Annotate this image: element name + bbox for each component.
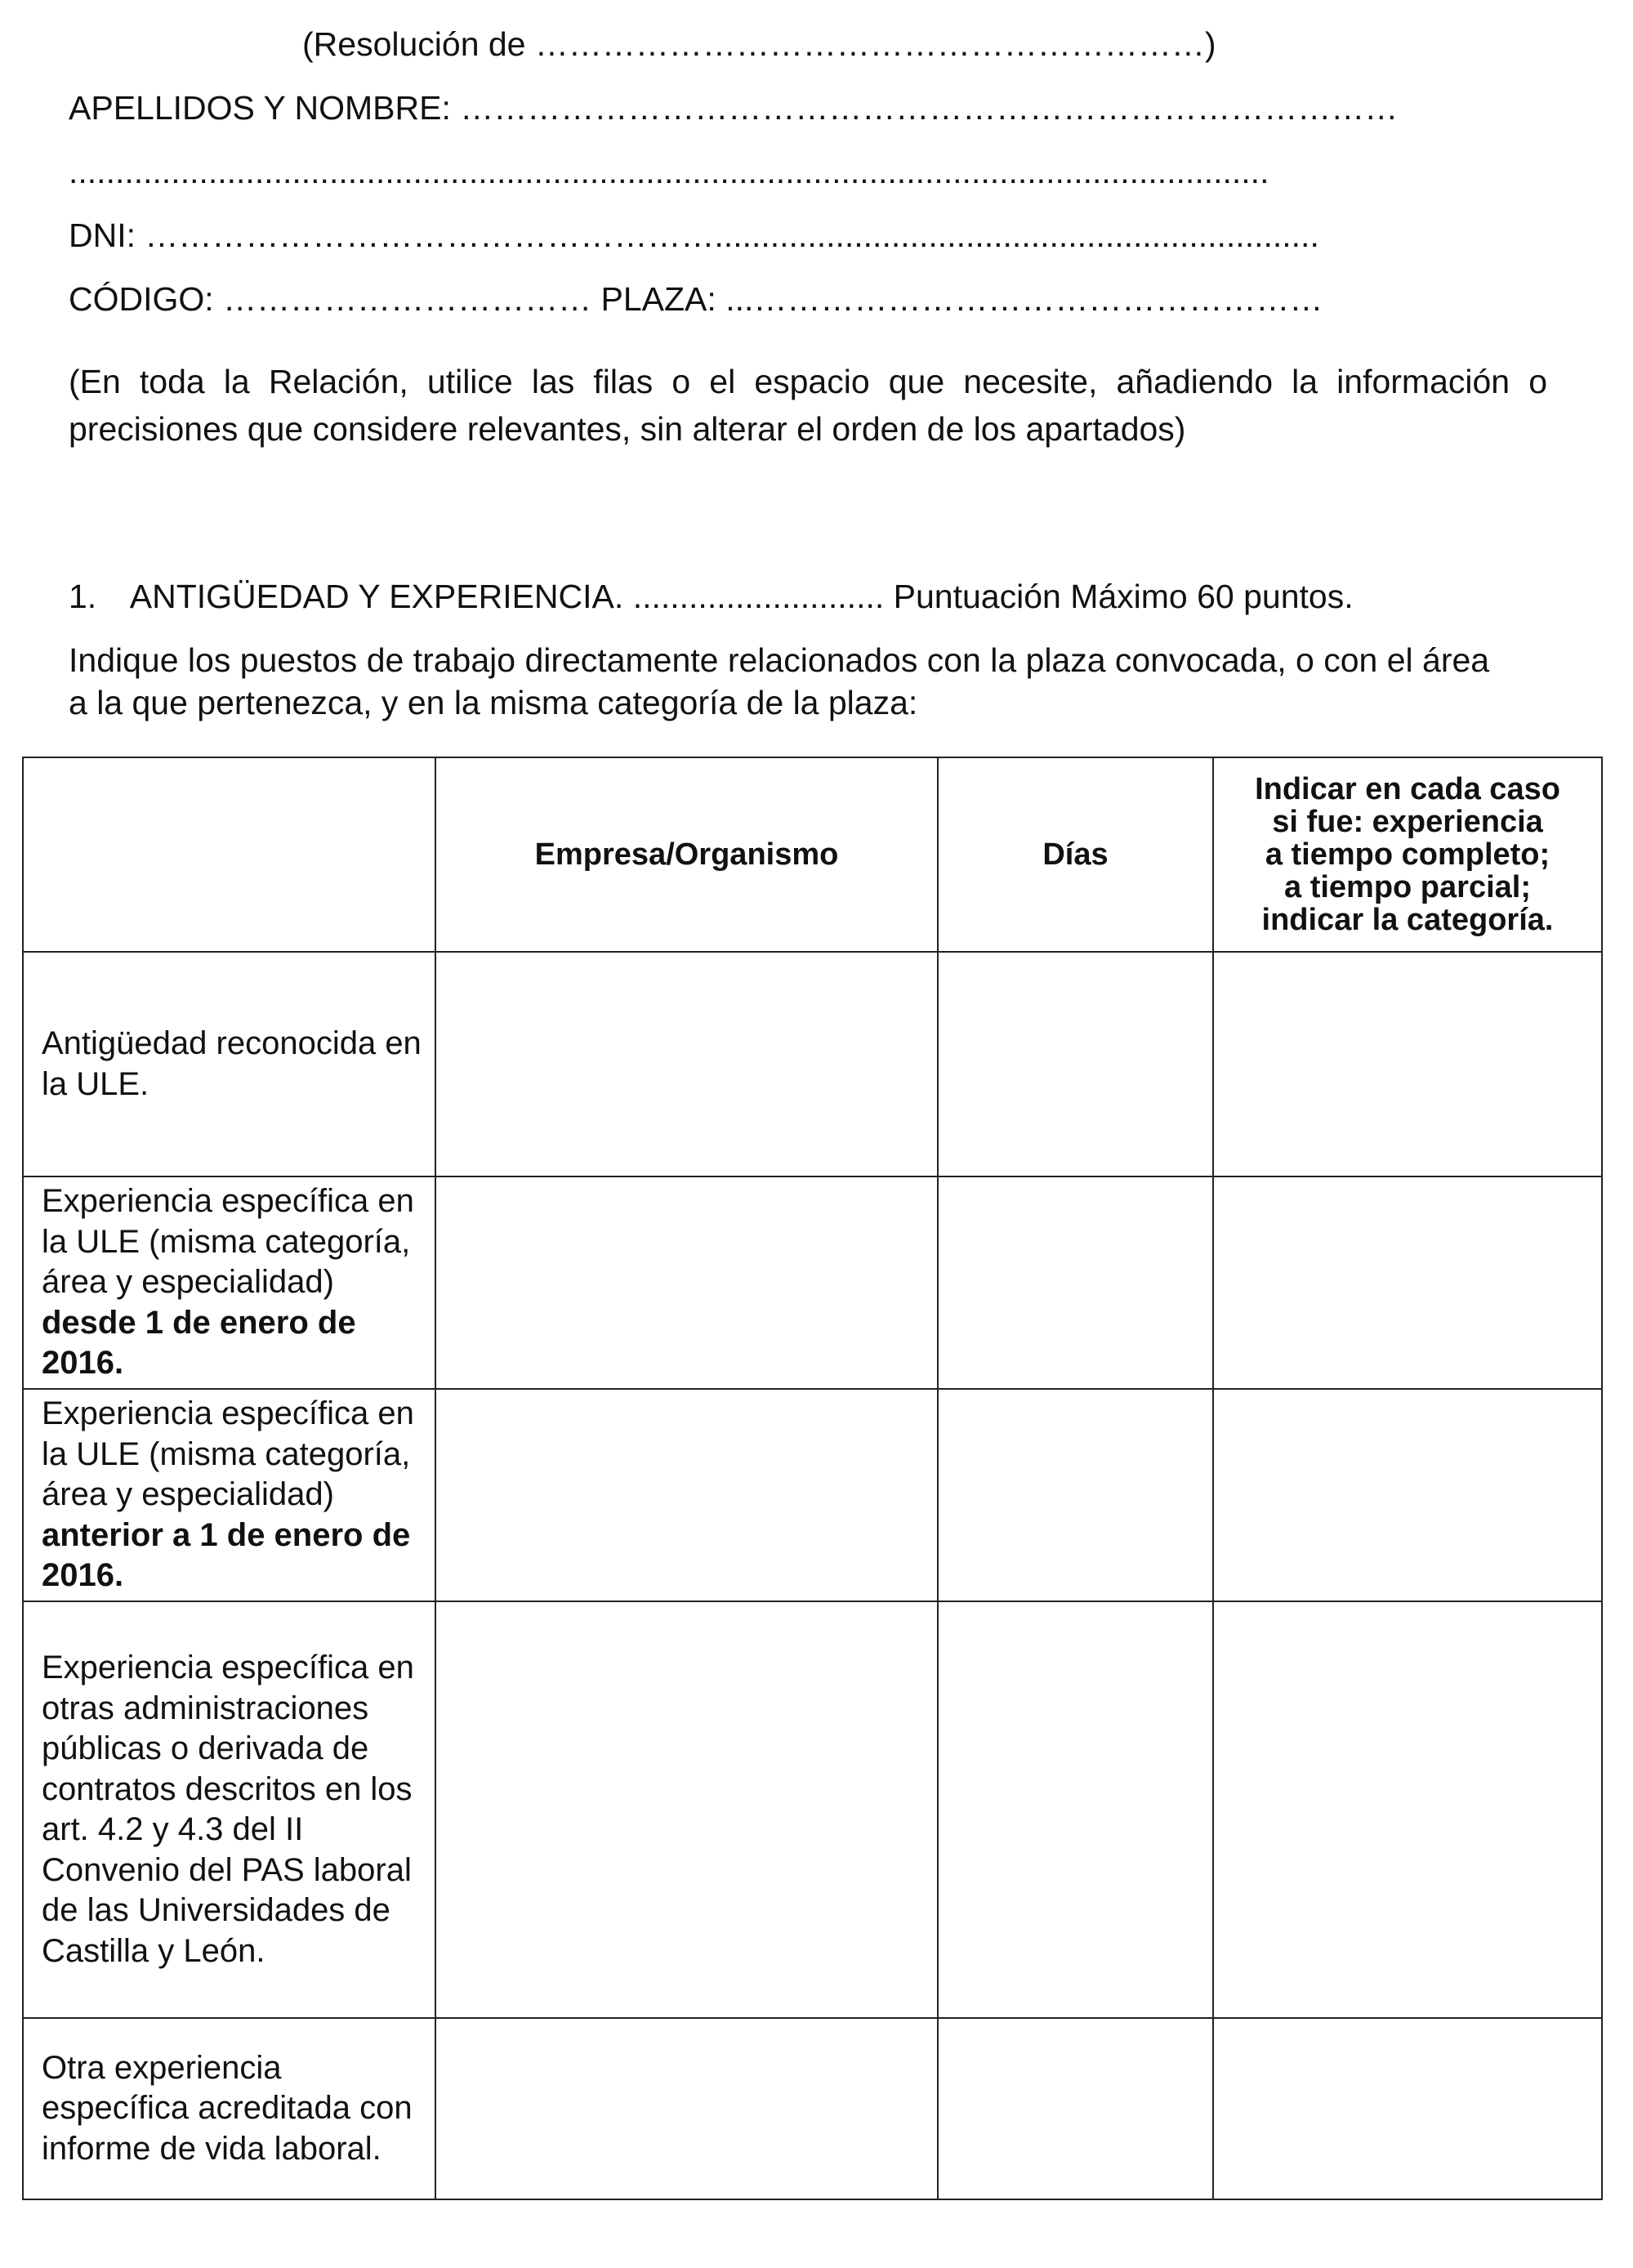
row-label-antiguedad: Antigüedad reconocida en la ULE. — [23, 952, 435, 1176]
cell-dias[interactable] — [938, 2018, 1213, 2199]
header-empresa: Empresa/Organismo — [435, 757, 938, 952]
section-heading — [69, 577, 1564, 616]
full-name-field[interactable] — [69, 88, 1531, 127]
header-dias: Días — [938, 757, 1213, 952]
dni-dots: ……………………………………………................................................................. — [145, 217, 1319, 254]
section-dots: ........................... — [632, 578, 885, 615]
cell-empresa[interactable] — [435, 1176, 938, 1389]
code-dots: …………………………… — [223, 280, 592, 318]
row-label-bold: anterior a 1 de enero de 2016. — [42, 1516, 411, 1594]
instructions-note: (En toda la Relación, utilice las filas o el espacio que necesite, añadiendo la información o precisiones que considere relevantes, sin alterar el orden de los apartados) — [69, 363, 1547, 448]
section-intro-line1: Indique los puestos de trabajo directamente relacionados con la plaza convocada, o con el área — [69, 641, 1490, 679]
continuation-dots: ................................................................................................................................. — [69, 153, 1269, 190]
row-label-otras-administraciones: Experiencia específica en otras administraciones públicas o derivada de contratos descritos en los art. 4.2 y 4.3 del II Convenio del PAS laboral de las Universidades de Castilla y León. — [23, 1601, 435, 2018]
cell-dias[interactable] — [938, 1176, 1213, 1389]
header-empty — [23, 757, 435, 952]
header-indicar — [1213, 757, 1602, 952]
row-label-bold: desde 1 de enero de 2016. — [42, 1304, 356, 1382]
section-number: 1. — [69, 578, 97, 615]
header-indicar-line2: si fue: experiencia — [1272, 805, 1543, 839]
experience-table — [22, 757, 1603, 2200]
plaza-label: PLAZA: — [600, 280, 716, 318]
cell-empresa[interactable] — [435, 1389, 938, 1601]
dni-label: DNI: — [69, 217, 136, 254]
cell-dias[interactable] — [938, 952, 1213, 1176]
section-intro-line2: a la que pertenezca, y en la misma categoría de la plaza: — [69, 684, 918, 721]
cell-indicar[interactable] — [1213, 1601, 1602, 2018]
table-row — [23, 1176, 1602, 1389]
cell-empresa[interactable] — [435, 1601, 938, 2018]
resolution-text: (Resolución de ……………………………………………………) — [302, 25, 1216, 63]
row-label-ule-desde-2016 — [23, 1176, 435, 1389]
table-row — [23, 2018, 1602, 2199]
cell-dias[interactable] — [938, 1389, 1213, 1601]
header-indicar-line1: Indicar en cada caso — [1255, 772, 1560, 806]
section-score: Puntuación Máximo 60 puntos. — [893, 578, 1354, 615]
table-row — [23, 1601, 1602, 2018]
full-name-label: APELLIDOS Y NOMBRE: — [69, 89, 451, 127]
row-label-text: Experiencia específica en la ULE (misma categoría, área y especialidad) — [42, 1395, 414, 1513]
cell-indicar[interactable] — [1213, 952, 1602, 1176]
row-label-text: Experiencia específica en la ULE (misma categoría, área y especialidad) — [42, 1183, 414, 1301]
header-indicar-line4: a tiempo parcial; — [1284, 870, 1531, 904]
table-header-row — [23, 757, 1602, 952]
plaza-dots: ...…………………………………………… — [725, 280, 1323, 318]
code-label: CÓDIGO: — [69, 280, 214, 318]
resolution-line — [302, 25, 1216, 64]
section-intro — [69, 639, 1564, 724]
cell-empresa[interactable] — [435, 952, 938, 1176]
dni-field[interactable] — [69, 216, 1531, 255]
row-label-ule-anterior-2016 — [23, 1389, 435, 1601]
table-row — [23, 1389, 1602, 1601]
table-row — [23, 952, 1602, 1176]
full-name-dots: ………………………………………………………………………… — [460, 89, 1399, 127]
header-indicar-line3: a tiempo completo; — [1265, 837, 1550, 872]
cell-empresa[interactable] — [435, 2018, 938, 2199]
section-title: ANTIGÜEDAD Y EXPERIENCIA. — [129, 578, 624, 615]
cell-indicar[interactable] — [1213, 1389, 1602, 1601]
cell-indicar[interactable] — [1213, 1176, 1602, 1389]
cell-dias[interactable] — [938, 1601, 1213, 2018]
code-plaza-field[interactable] — [69, 279, 1531, 319]
full-name-continuation[interactable] — [69, 152, 1531, 191]
header-indicar-line5: indicar la categoría. — [1261, 903, 1554, 937]
row-label-otra-experiencia: Otra experiencia específica acreditada con informe de vida laboral. — [23, 2018, 435, 2199]
cell-indicar[interactable] — [1213, 2018, 1602, 2199]
